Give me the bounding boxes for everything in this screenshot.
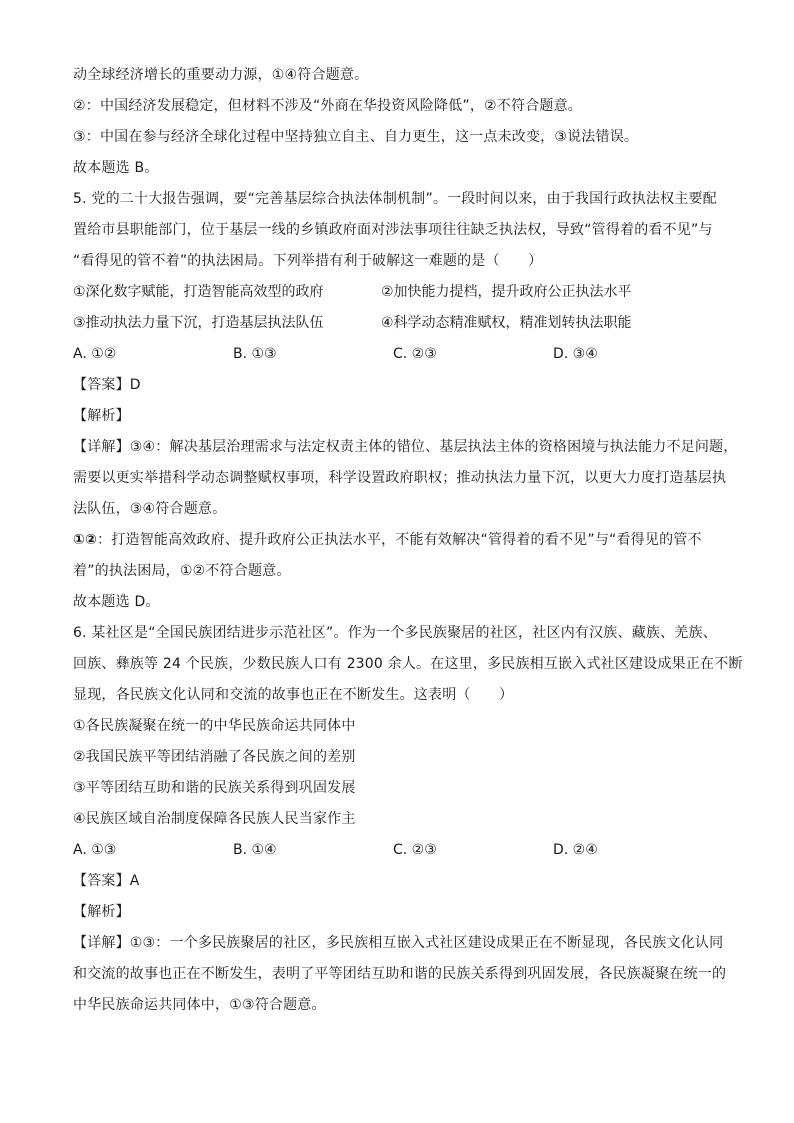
q6-item-2: ②我国民族平等团结消融了各民族之间的差别 bbox=[73, 749, 356, 765]
document-page bbox=[73, 60, 743, 1021]
q6-stem-2: 回族、彝族等 24 个民族，少数民族人口有 2300 余人。在这里，多民族相互嵌入式社区建设成果正在不断 bbox=[73, 656, 743, 672]
q5-item-4: ④科学动态精准赋权，精准划转执法职能 bbox=[381, 315, 632, 331]
q5-stem-1: 5. 党的二十大报告强调，要“完善基层综合执法体制机制”。一段时间以来，由于我国行政执法权主要配 bbox=[73, 191, 717, 207]
q6-option-b: B. ①④ bbox=[233, 842, 277, 858]
q6-answer: 【答案】A bbox=[73, 873, 140, 889]
q5-stem-2: 置给市县职能部门，位于基层一线的乡镇政府面对涉法事项往往缺乏执法权，导致“管得着的看不见”与 bbox=[73, 222, 713, 238]
prev-line-2: ②：中国经济发展稳定，但材料不涉及“外商在华投资风险降低”，②不符合题意。 bbox=[73, 98, 583, 114]
prev-line-1: 动全球经济增长的重要动力源，①④符合题意。 bbox=[73, 67, 369, 83]
q6-item-4: ④民族区域自治制度保障各民族人民当家作主 bbox=[73, 811, 356, 827]
q5-option-a: A. ①② bbox=[73, 346, 117, 362]
prev-conclusion: 故本题选 B。 bbox=[73, 160, 159, 176]
q6-option-a: A. ①③ bbox=[73, 842, 117, 858]
q6-item-1: ①各民族凝聚在统一的中华民族命运共同体中 bbox=[73, 718, 356, 734]
q5-detail2-text-1: ：打造智能高效政府、提升政府公正执法水平，不能有效解决“管得着的看不见”与“看得见的管不 bbox=[97, 532, 702, 548]
q6-item-3: ③平等团结互助和谐的民族关系得到巩固发展 bbox=[73, 780, 356, 796]
q6-options bbox=[73, 835, 733, 866]
q5-detail-2: 需要以更实举措科学动态调整赋权事项，科学设置政府职权；推动执法力量下沉，以更大力度打造基层执 bbox=[73, 470, 727, 486]
q5-option-d: D. ③④ bbox=[553, 346, 598, 362]
q5-detail-3: 法队伍，③④符合题意。 bbox=[73, 501, 227, 517]
q5-item-1: ①深化数字赋能，打造智能高效型的政府 bbox=[73, 284, 324, 300]
q5-detail2-line-1 bbox=[73, 525, 733, 556]
q6-detail-3: 中华民族命运共同体中，①③符合题意。 bbox=[73, 997, 326, 1013]
q5-item-2: ②加快能力提档，提升政府公正执法水平 bbox=[381, 284, 632, 300]
q5-detail2-marker: ①② bbox=[73, 532, 98, 548]
q5-items-row-2 bbox=[73, 308, 733, 339]
q5-detail-1: 【详解】③④：解决基层治理需求与法定权责主体的错位、基层执法主体的资格困境与执法能力不足问题， bbox=[73, 439, 738, 455]
q6-stem-1: 6. 某社区是“全国民族团结进步示范社区”。作为一个多民族聚居的社区，社区内有汉族、藏族、羌族、 bbox=[73, 625, 717, 641]
q6-analysis-label: 【解析】 bbox=[73, 904, 130, 920]
q5-item-3: ③推动执法力量下沉，打造基层执法队伍 bbox=[73, 315, 324, 331]
q5-option-b: B. ①③ bbox=[233, 346, 277, 362]
q5-items-row-1 bbox=[73, 277, 733, 308]
q6-detail-2: 和交流的故事也正在不断发生，表明了平等团结互助和谐的民族关系得到巩固发展，各民族凝聚在统一的 bbox=[73, 966, 727, 982]
q5-options bbox=[73, 339, 733, 370]
q5-stem-3: “看得见的管不着”的执法困局。下列举措有利于破解这一难题的是（ ） bbox=[73, 253, 543, 269]
q6-option-d: D. ②④ bbox=[553, 842, 598, 858]
q6-detail-1: 【详解】①③：一个多民族聚居的社区，多民族相互嵌入式社区建设成果正在不断显现，各民族文化认同 bbox=[73, 935, 724, 951]
q5-conclusion: 故本题选 D。 bbox=[73, 594, 160, 610]
q5-analysis-label: 【解析】 bbox=[73, 408, 130, 424]
prev-line-3: ③：中国在参与经济全球化过程中坚持独立自主、自力更生，这一点未改变，③说法错误。 bbox=[73, 129, 639, 145]
q6-stem-3: 显现，各民族文化认同和交流的故事也正在不断发生。这表明（ ） bbox=[73, 687, 514, 703]
q6-option-c: C. ②③ bbox=[393, 842, 437, 858]
q5-option-c: C. ②③ bbox=[393, 346, 437, 362]
q5-answer: 【答案】D bbox=[73, 377, 141, 393]
q5-detail2-line-2: 着”的执法困局，①②不符合题意。 bbox=[73, 563, 291, 579]
